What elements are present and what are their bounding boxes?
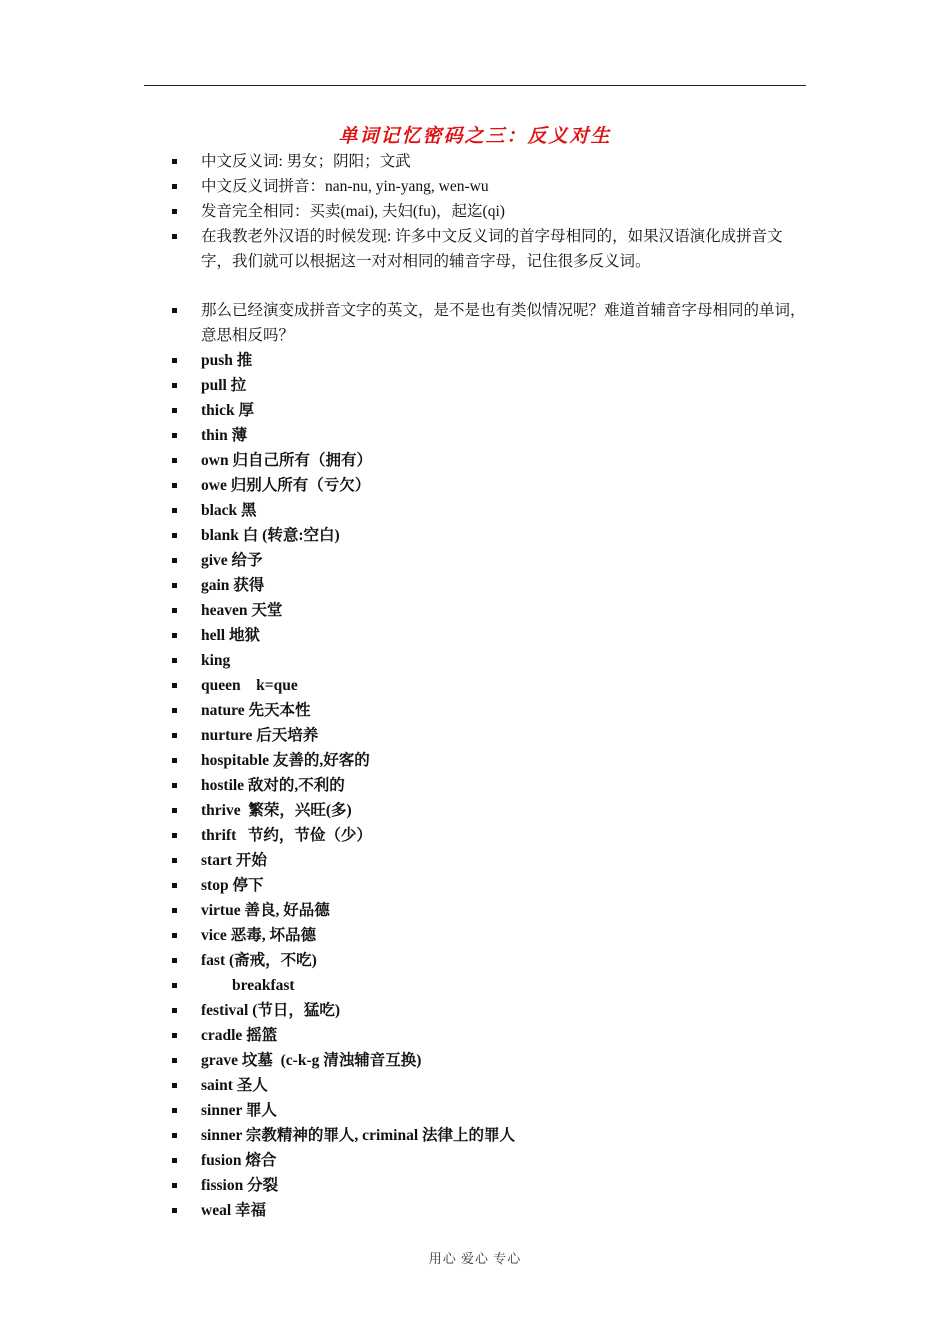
word-item bbox=[172, 1023, 812, 1048]
bullet-icon bbox=[172, 1133, 177, 1138]
word-item bbox=[172, 1048, 812, 1073]
bullet-icon bbox=[172, 234, 177, 239]
list-item-text: 中文反义词: 男女；阴阳；文武 bbox=[201, 153, 411, 170]
list-item bbox=[172, 199, 812, 224]
bullet-icon bbox=[172, 383, 177, 388]
word-item bbox=[172, 1123, 812, 1148]
bullet-icon bbox=[172, 958, 177, 963]
word-item-text: nature 先天本性 bbox=[201, 702, 311, 719]
word-item-text: hell 地狱 bbox=[201, 627, 260, 644]
word-item bbox=[172, 448, 812, 473]
word-item-text: nurture 后天培养 bbox=[201, 727, 319, 744]
bullet-icon bbox=[172, 858, 177, 863]
content-list bbox=[172, 149, 812, 1223]
word-item-text: cradle 摇篮 bbox=[201, 1027, 278, 1044]
word-item-text: hostile 敌对的,不利的 bbox=[201, 777, 345, 794]
bullet-icon bbox=[172, 433, 177, 438]
bullet-icon bbox=[172, 658, 177, 663]
word-item bbox=[172, 698, 812, 723]
bullet-icon bbox=[172, 533, 177, 538]
word-item bbox=[172, 373, 812, 398]
page-title: 单词记忆密码之三：反义对生 bbox=[338, 126, 612, 147]
bullet-icon bbox=[172, 908, 177, 913]
word-item-text: blank 白 (转意:空白) bbox=[201, 527, 340, 544]
word-item-text: breakfast bbox=[201, 977, 295, 994]
word-item-text: thin 薄 bbox=[201, 427, 248, 444]
word-item bbox=[172, 798, 812, 823]
bullet-icon bbox=[172, 358, 177, 363]
bullet-icon bbox=[172, 1058, 177, 1063]
word-item bbox=[172, 473, 812, 498]
word-item-text: own 归自己所有（拥有） bbox=[201, 452, 372, 469]
word-item-text: gain 获得 bbox=[201, 577, 265, 594]
word-item-text: thrift 节约，节俭（少） bbox=[201, 827, 372, 844]
word-item bbox=[172, 998, 812, 1023]
word-item-text: queen k=que bbox=[201, 677, 298, 694]
word-item-text: sinner 罪人 bbox=[201, 1102, 277, 1119]
bullet-icon bbox=[172, 983, 177, 988]
word-item-text: thick 厚 bbox=[201, 402, 254, 419]
bullet-icon bbox=[172, 1183, 177, 1188]
word-item-text: heaven 天堂 bbox=[201, 602, 283, 619]
word-item bbox=[172, 1198, 812, 1223]
word-item bbox=[172, 948, 812, 973]
word-item-text: pull 拉 bbox=[201, 377, 247, 394]
word-item bbox=[172, 748, 812, 773]
word-item-text: fusion 熔合 bbox=[201, 1152, 277, 1169]
list-item bbox=[172, 298, 812, 348]
bullet-icon bbox=[172, 1208, 177, 1213]
word-item bbox=[172, 773, 812, 798]
word-item-text: stop 停下 bbox=[201, 877, 264, 894]
bullet-icon bbox=[172, 483, 177, 488]
word-item bbox=[172, 898, 812, 923]
word-item bbox=[172, 423, 812, 448]
word-item bbox=[172, 523, 812, 548]
word-item bbox=[172, 848, 812, 873]
list-item-text: 发音完全相同：买卖(mai), 夫妇(fu)，起迄(qi) bbox=[201, 203, 505, 220]
list-item-text: 在我教老外汉语的时候发现: 许多中文反义词的首字母相同的，如果汉语演化成拼音文字，我们就可以根据这一对对相同的辅音字母，记住很多反义词。 bbox=[201, 228, 783, 270]
word-item-text: black 黑 bbox=[201, 502, 257, 519]
bullet-icon bbox=[172, 159, 177, 164]
word-item-text: vice 恶毒, 坏品德 bbox=[201, 927, 316, 944]
word-item-text: fast (斋戒，不吃) bbox=[201, 952, 317, 969]
list-item-text: 那么已经演变成拼音文字的英文，是不是也有类似情况呢？难道首辅音字母相同的单词，意思相反吗？ bbox=[201, 302, 806, 344]
bullet-icon bbox=[172, 458, 177, 463]
word-item-text: owe 归别人所有（亏欠） bbox=[201, 477, 371, 494]
bullet-icon bbox=[172, 508, 177, 513]
word-item-text: hospitable 友善的,好客的 bbox=[201, 752, 370, 769]
word-item-text: thrive 繁荣，兴旺(多) bbox=[201, 802, 352, 819]
list-item bbox=[172, 224, 812, 274]
word-item-text: weal 幸福 bbox=[201, 1202, 267, 1219]
word-item-text: grave 坟墓 (c-k-g 清浊辅音互换) bbox=[201, 1052, 422, 1069]
word-item-text: push 推 bbox=[201, 352, 253, 369]
word-item bbox=[172, 348, 812, 373]
word-item bbox=[172, 648, 812, 673]
word-item bbox=[172, 1148, 812, 1173]
word-item bbox=[172, 973, 812, 998]
list-item-text: 中文反义词拼音：nan-nu, yin-yang, wen-wu bbox=[201, 178, 489, 195]
bullet-icon bbox=[172, 1008, 177, 1013]
word-item-text: start 开始 bbox=[201, 852, 267, 869]
bullet-icon bbox=[172, 633, 177, 638]
list-item bbox=[172, 174, 812, 199]
word-item bbox=[172, 873, 812, 898]
word-item-text: saint 圣人 bbox=[201, 1077, 268, 1094]
word-item bbox=[172, 398, 812, 423]
bullet-icon bbox=[172, 883, 177, 888]
bullet-icon bbox=[172, 833, 177, 838]
word-item bbox=[172, 923, 812, 948]
word-item bbox=[172, 823, 812, 848]
bullet-icon bbox=[172, 758, 177, 763]
bullet-icon bbox=[172, 583, 177, 588]
word-item bbox=[172, 548, 812, 573]
bullet-icon bbox=[172, 1033, 177, 1038]
bullet-icon bbox=[172, 683, 177, 688]
word-item bbox=[172, 573, 812, 598]
word-item bbox=[172, 598, 812, 623]
word-item bbox=[172, 1173, 812, 1198]
bullet-icon bbox=[172, 808, 177, 813]
bullet-icon bbox=[172, 558, 177, 563]
word-item-text: king bbox=[201, 652, 231, 669]
list-item bbox=[172, 149, 812, 174]
word-item-text: virtue 善良, 好品德 bbox=[201, 902, 330, 919]
bullet-icon bbox=[172, 608, 177, 613]
bullet-icon bbox=[172, 308, 177, 313]
bullet-icon bbox=[172, 783, 177, 788]
word-item bbox=[172, 723, 812, 748]
word-item-text: fission 分裂 bbox=[201, 1177, 279, 1194]
word-item-text: give 给予 bbox=[201, 552, 263, 569]
word-item-text: sinner 宗教精神的罪人, criminal 法律上的罪人 bbox=[201, 1127, 516, 1144]
word-item bbox=[172, 1073, 812, 1098]
bullet-icon bbox=[172, 1083, 177, 1088]
page-footer: 用心 爱心 专心 bbox=[428, 1251, 522, 1266]
word-item bbox=[172, 498, 812, 523]
bullet-icon bbox=[172, 408, 177, 413]
word-item bbox=[172, 673, 812, 698]
header-rule bbox=[144, 85, 806, 86]
word-item-text: festival (节日，猛吃) bbox=[201, 1002, 341, 1019]
bullet-icon bbox=[172, 708, 177, 713]
spacer bbox=[172, 274, 812, 298]
bullet-icon bbox=[172, 209, 177, 214]
word-item bbox=[172, 1098, 812, 1123]
word-item bbox=[172, 623, 812, 648]
bullet-icon bbox=[172, 1108, 177, 1113]
bullet-icon bbox=[172, 733, 177, 738]
bullet-icon bbox=[172, 184, 177, 189]
bullet-icon bbox=[172, 933, 177, 938]
bullet-icon bbox=[172, 1158, 177, 1163]
